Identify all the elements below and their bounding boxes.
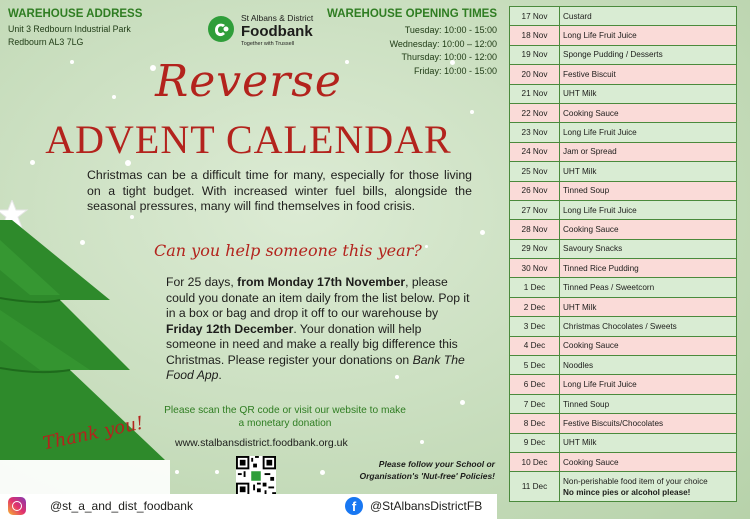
opening-times-line: Wednesday: 10:00 – 12:00 — [389, 38, 497, 49]
instructions-paragraph — [166, 275, 471, 384]
start-date-text: from Monday 17th November — [237, 275, 406, 289]
calendar-item: Festive Biscuit — [560, 65, 737, 84]
calendar-date: 9 Dec — [510, 433, 560, 452]
calendar-item: Cooking Sauce — [560, 452, 737, 471]
opening-times-line: Thursday: 10:00 - 12:00 — [401, 52, 497, 62]
calendar-item: Cooking Sauce — [560, 220, 737, 239]
calendar-date: 21 Nov — [510, 84, 560, 103]
calendar-row — [510, 84, 737, 103]
calendar-date: 26 Nov — [510, 181, 560, 200]
foodbank-logo-icon — [207, 15, 235, 43]
calendar-item: Tinned Rice Pudding — [560, 259, 737, 278]
foodbank-logo — [207, 12, 322, 52]
calendar-item: Tinned Soup — [560, 181, 737, 200]
calendar-row — [510, 452, 737, 471]
title-reverse: Reverse — [155, 56, 342, 107]
calendar-row — [510, 472, 737, 502]
calendar-item-text: Non-perishable food item of your choice — [563, 476, 708, 486]
instructions-text: , please could you donate an item daily from the list below. Pop it in a box or bag and drop it off to our warehouse by — [166, 275, 470, 320]
opening-times-line: Friday: 10:00 - 15:00 — [413, 65, 497, 76]
calendar-date: 28 Nov — [510, 220, 560, 239]
calendar-date: 19 Nov — [510, 45, 560, 64]
opening-times-heading: WAREHOUSE OPENING TIMES — [327, 8, 497, 20]
intro-paragraph: Christmas can be a difficult time for many, especially for those living on a tight budget. With increased winter fuel bills, alongside the seasonal pressures, many will find themselves in food crisis. — [87, 168, 472, 213]
calendar-item — [560, 472, 737, 502]
logo-line-1: St Albans & District — [241, 13, 314, 23]
calendar-item: Tinned Peas / Sweetcorn — [560, 278, 737, 297]
calendar-row — [510, 239, 737, 258]
calendar-item: Savoury Snacks — [560, 239, 737, 258]
warehouse-address-line: Redbourn AL3 7LG — [8, 37, 84, 47]
calendar-item: Festive Biscuits/Chocolates — [560, 414, 737, 433]
deadline-text: Friday 12th December — [166, 321, 294, 336]
warehouse-address — [8, 8, 142, 49]
calendar-row — [510, 278, 737, 297]
opening-times-line: Tuesday: 10:00 - 15:00 — [404, 25, 497, 35]
instructions-text: . — [218, 368, 222, 382]
calendar-date: 10 Dec — [510, 452, 560, 471]
instagram-handle[interactable]: @st_a_and_dist_foodbank — [50, 499, 193, 513]
calendar-item: UHT Milk — [560, 297, 737, 316]
calendar-row — [510, 200, 737, 219]
calendar-date: 22 Nov — [510, 103, 560, 122]
calendar-row — [510, 26, 737, 45]
calendar-row — [510, 414, 737, 433]
calendar-row — [510, 103, 737, 122]
calendar-item: Christmas Chocolates / Sweets — [560, 317, 737, 336]
calendar-item: UHT Milk — [560, 84, 737, 103]
calendar-item: Long Life Fruit Juice — [560, 375, 737, 394]
social-footer — [0, 494, 497, 519]
calendar-date: 18 Nov — [510, 26, 560, 45]
calendar-row — [510, 123, 737, 142]
calendar-item: Long Life Fruit Juice — [560, 200, 737, 219]
calendar-date: 23 Nov — [510, 123, 560, 142]
website-link[interactable]: www.stalbansdistrict.foodbank.org.uk — [175, 437, 348, 449]
calendar-date: 24 Nov — [510, 142, 560, 161]
nut-free-policy-text: Please follow your School or Organisation's 'Nut-free' Policies! — [359, 459, 495, 481]
calendar-item: Long Life Fruit Juice — [560, 26, 737, 45]
facebook-icon[interactable]: f — [345, 497, 363, 515]
thank-you-text: Thank you! — [40, 412, 146, 455]
title-advent-calendar: ADVENT CALENDAR — [45, 117, 452, 162]
calendar-date: 20 Nov — [510, 65, 560, 84]
calendar-row — [510, 297, 737, 316]
calendar-item: Jam or Spread — [560, 142, 737, 161]
calendar-row — [510, 181, 737, 200]
calendar-row — [510, 433, 737, 452]
calendar-date: 5 Dec — [510, 356, 560, 375]
calendar-row — [510, 375, 737, 394]
instructions-text: For 25 days, — [166, 275, 238, 289]
calendar-row — [510, 220, 737, 239]
calendar-date: 1 Dec — [510, 278, 560, 297]
instagram-icon[interactable] — [8, 497, 26, 515]
calendar-row — [510, 65, 737, 84]
calendar-row — [510, 259, 737, 278]
qr-code-icon[interactable] — [236, 456, 276, 496]
calendar-row — [510, 7, 737, 26]
calendar-row — [510, 45, 737, 64]
warehouse-address-heading: WAREHOUSE ADDRESS — [8, 8, 143, 20]
warehouse-address-line: Unit 3 Redbourn Industrial Park — [8, 24, 131, 34]
calendar-date: 6 Dec — [510, 375, 560, 394]
calendar-item: Long Life Fruit Juice — [560, 123, 737, 142]
can-you-help-heading: Can you help someone this year? — [154, 241, 422, 260]
calendar-item: UHT Milk — [560, 433, 737, 452]
calendar-date: 4 Dec — [510, 336, 560, 355]
calendar-item: Sponge Pudding / Desserts — [560, 45, 737, 64]
calendar-row — [510, 394, 737, 413]
calendar-date: 29 Nov — [510, 239, 560, 258]
calendar-date: 3 Dec — [510, 317, 560, 336]
logo-line-3: Together with Trussell — [241, 41, 295, 47]
calendar-date: 25 Nov — [510, 162, 560, 181]
calendar-row — [510, 142, 737, 161]
calendar-item: UHT Milk — [560, 162, 737, 181]
calendar-date: 30 Nov — [510, 259, 560, 278]
calendar-date: 2 Dec — [510, 297, 560, 316]
logo-line-2: Foodbank — [241, 23, 313, 40]
facebook-handle[interactable]: @StAlbansDistrictFB — [370, 499, 483, 513]
calendar-date: 17 Nov — [510, 7, 560, 26]
calendar-row — [510, 162, 737, 181]
scan-qr-text: Please scan the QR code or visit our website to make a monetary donation — [164, 405, 406, 429]
christmas-tree-icon — [0, 200, 170, 500]
calendar-date: 8 Dec — [510, 414, 560, 433]
calendar-item: Noodles — [560, 356, 737, 375]
calendar-item: Tinned Soup — [560, 394, 737, 413]
calendar-item: Cooking Sauce — [560, 103, 737, 122]
calendar-date: 11 Dec — [510, 472, 560, 502]
calendar-row — [510, 336, 737, 355]
instructions-text: . Your donation will help someone in need and make a really big difference this Christmas. Please register your donations on — [166, 321, 458, 367]
calendar-date: 27 Nov — [510, 200, 560, 219]
calendar-item-note: No mince pies or alcohol please! — [563, 487, 691, 497]
calendar-row — [510, 317, 737, 336]
advent-calendar-table — [509, 6, 737, 502]
calendar-item: Custard — [560, 7, 737, 26]
calendar-date: 7 Dec — [510, 394, 560, 413]
calendar-item: Cooking Sauce — [560, 336, 737, 355]
bank-the-food-app-link[interactable]: Bank The Food App — [166, 352, 465, 382]
calendar-row — [510, 356, 737, 375]
